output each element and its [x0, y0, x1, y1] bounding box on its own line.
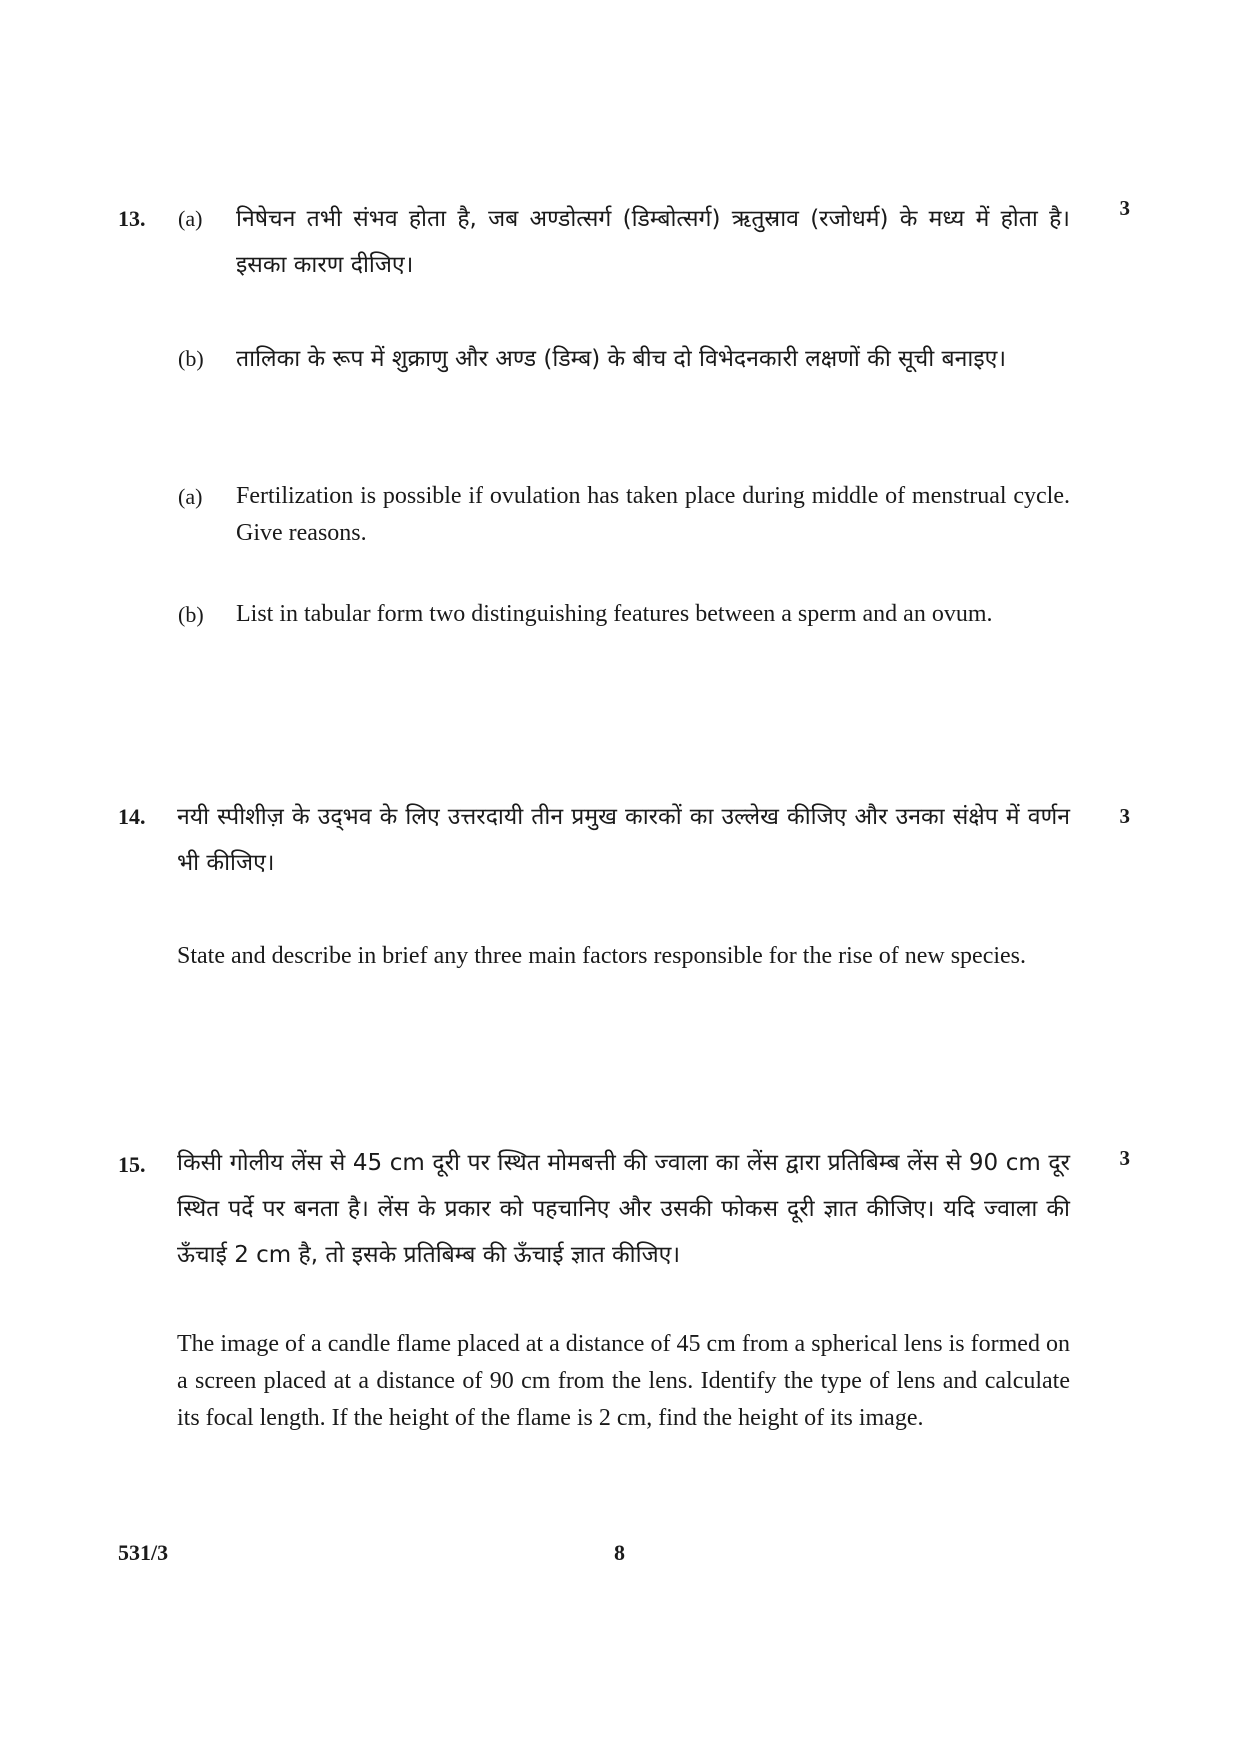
question-15-number: 15. [118, 1152, 146, 1177]
question-13-a-label-hindi: (a) [178, 206, 203, 231]
question-13-marks: 3 [1119, 196, 1130, 220]
question-15-english: The image of a candle flame placed at a distance of 45 cm from a spherical lens is formed on a screen placed at a distance of 90 cm from the lens. Identify the type of lens and calculate its focal length. If the height of the flame is 2 cm, find the height of its image. [177, 1331, 1070, 1431]
question-14-marks: 3 [1119, 804, 1130, 828]
question-13-b-label-hindi: (b) [178, 346, 204, 371]
question-14-number: 14. [118, 804, 146, 829]
question-13-b-hindi: तालिका के रूप में शुक्राणु और अण्ड (डिम्ब) के बीच दो विभेदनकारी लक्षणों की सूची बनाइए। [236, 346, 1007, 372]
question-14-english: State and describe in brief any three main factors responsible for the rise of new species. [177, 943, 1027, 969]
question-13-a-hindi: निषेचन तभी संभव होता है, जब अण्डोत्सर्ग (डिम्बोत्सर्ग) ऋतुस्राव (रजोधर्म) के मध्य में होता है। इसका कारण दीजिए। [236, 206, 1070, 278]
question-14-hindi: नयी स्पीशीज़ के उद्‌भव के लिए उत्तरदायी तीन प्रमुख कारकों का उल्लेख कीजिए और उनका संक्षेप में वर्णन भी कीजिए। [177, 804, 1070, 876]
question-13-a-english: Fertilization is possible if ovulation has taken place during middle of menstrual cycle. Give reasons. [236, 483, 1070, 546]
question-15-marks: 3 [1119, 1146, 1130, 1170]
question-15-hindi: किसी गोलीय लेंस से 45 cm दूरी पर स्थित मोमबत्ती की ज्वाला का लेंस द्वारा प्रतिबिम्ब लेंस से 90 cm दूर स्थित पर्दे पर बनता है। लेंस के प्रकार को पहचानिए और उसकी फोकस दूरी ज्ञात कीजिए। यदि ज्वाला की ऊँचाई 2 cm है, तो इसके प्रतिबिम्ब की ऊँचाई ज्ञात कीजिए। [177, 1150, 1070, 1268]
question-13-a-label-english: (a) [178, 484, 203, 509]
paper-code: 531/3 [118, 1540, 169, 1565]
question-13-b-english: List in tabular form two distinguishing features between a sperm and an ovum. [236, 601, 993, 627]
question-13-b-label-english: (b) [178, 602, 204, 627]
page-number: 8 [614, 1540, 625, 1565]
question-13-number: 13. [118, 206, 146, 231]
